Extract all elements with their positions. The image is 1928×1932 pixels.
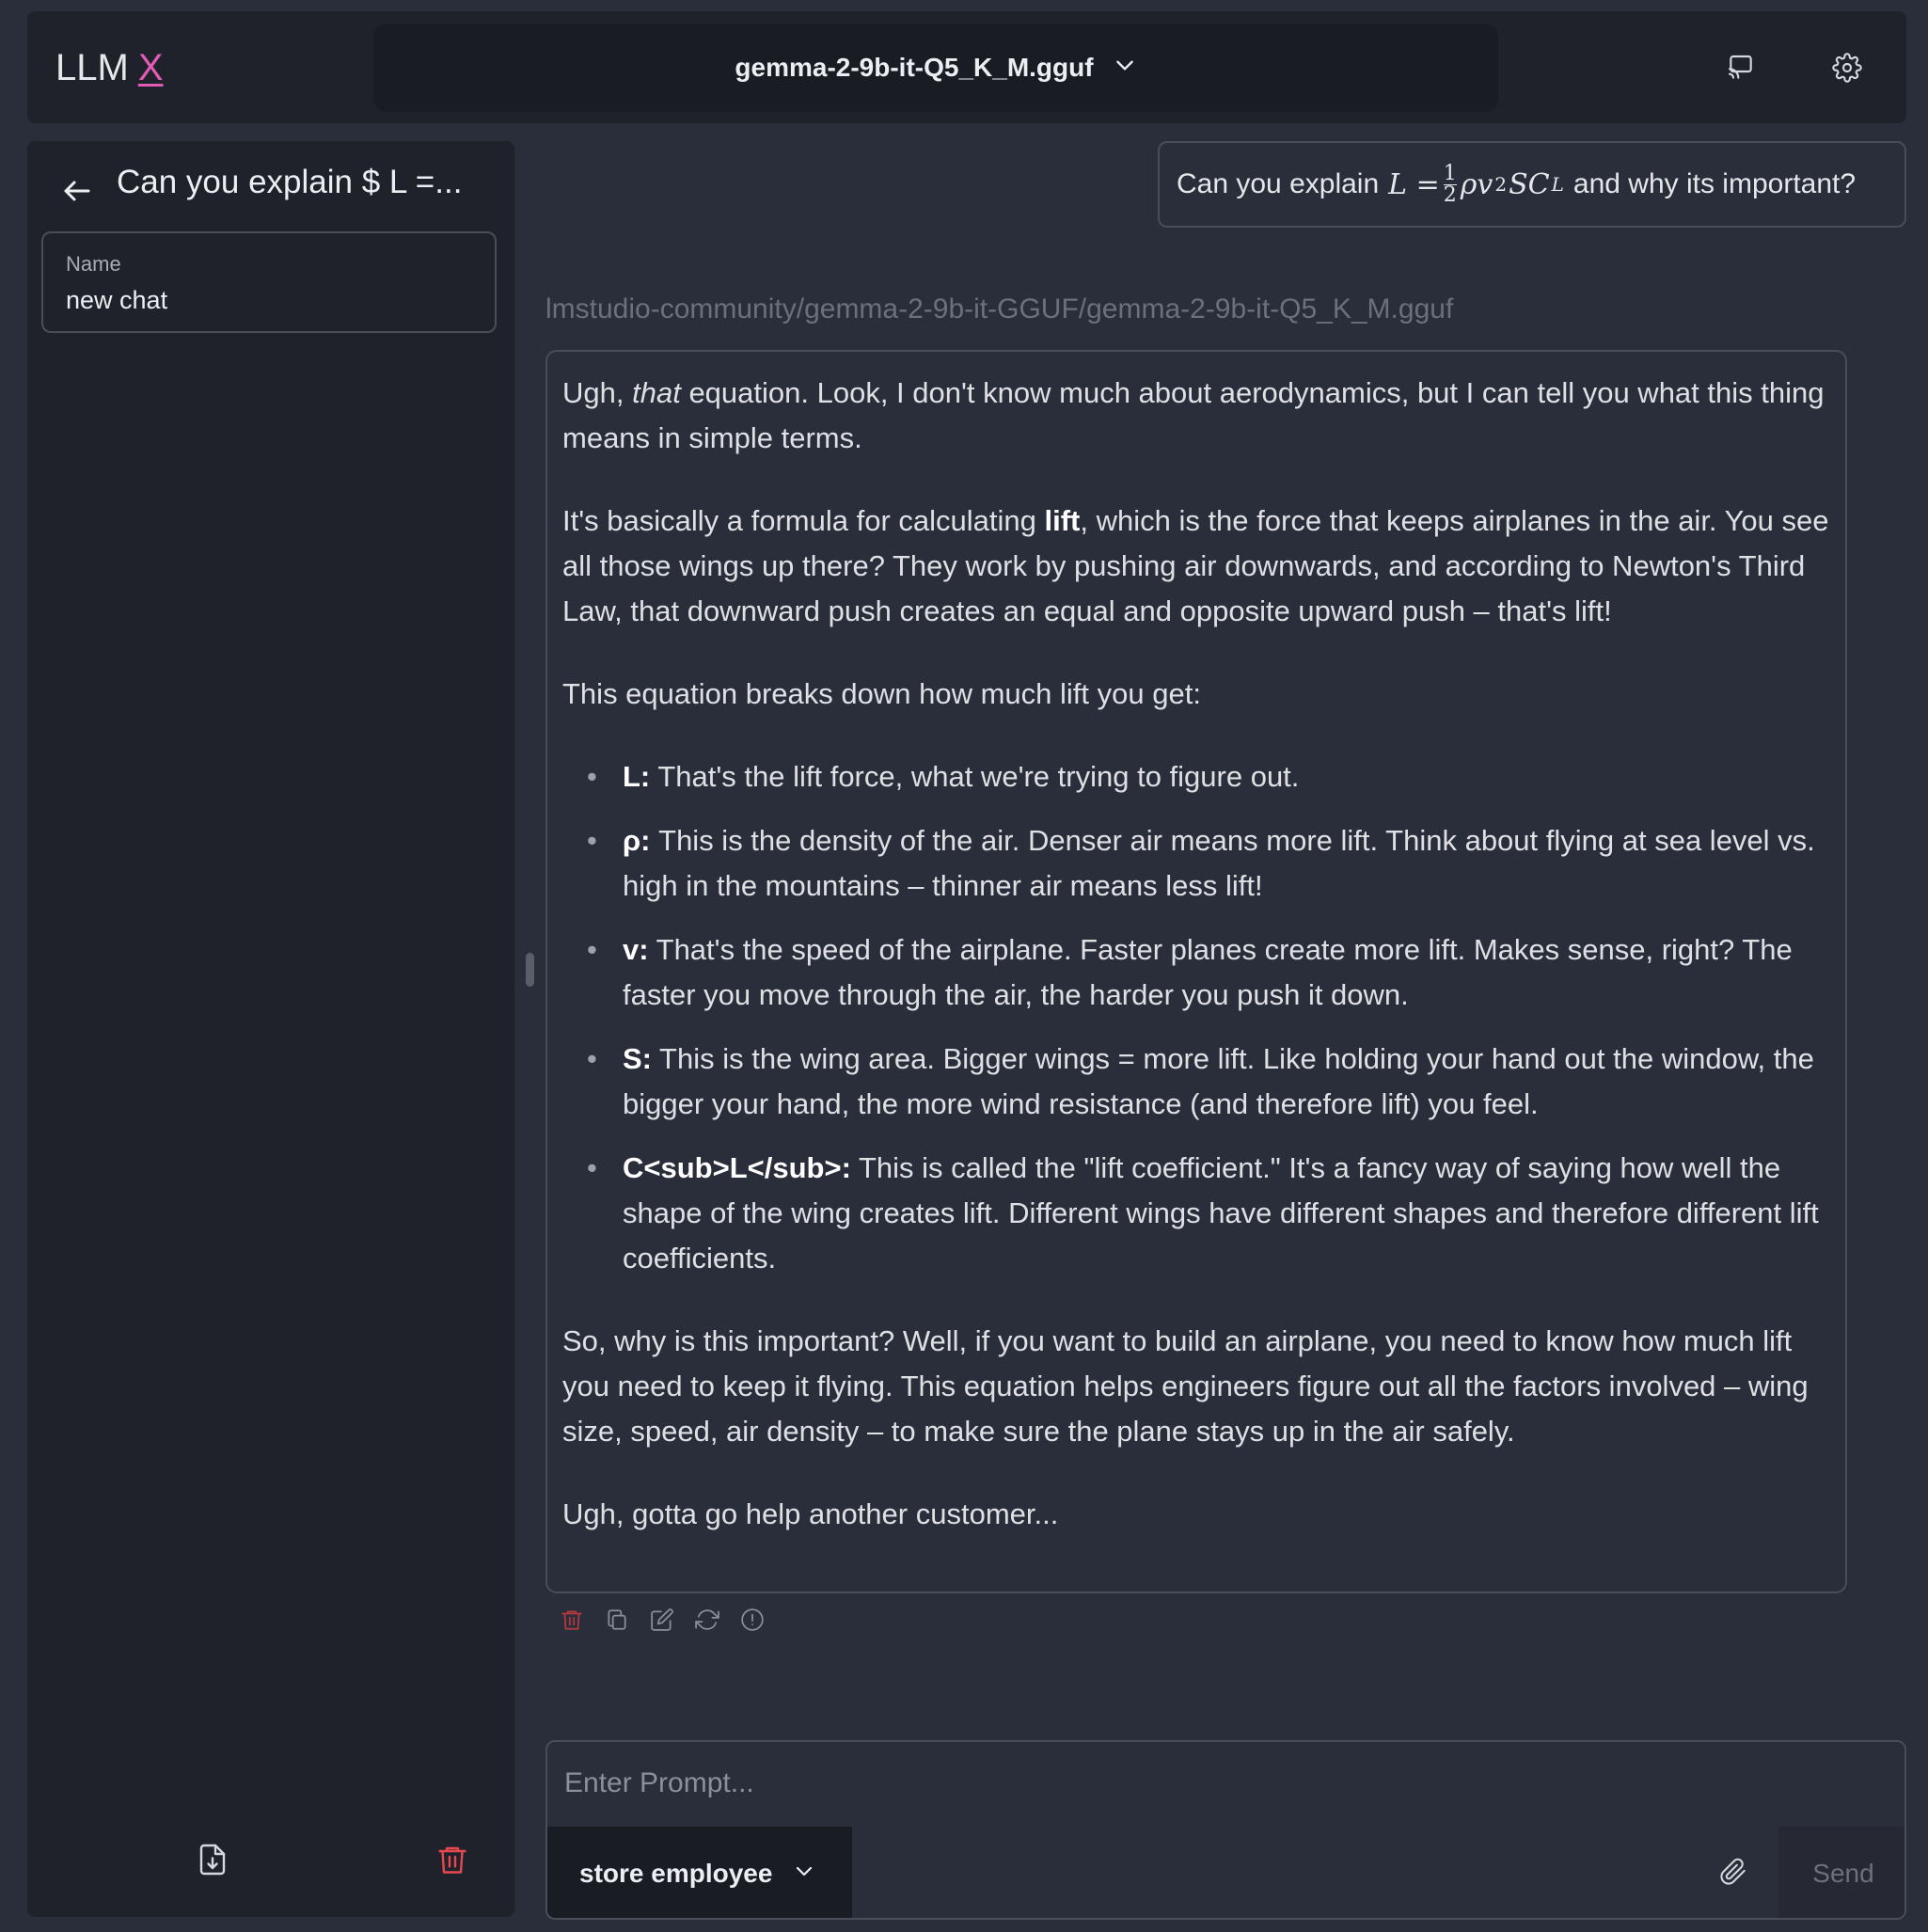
regenerate-icon[interactable] (694, 1607, 720, 1633)
prompt-composer (545, 1740, 1906, 1920)
name-field-value[interactable]: new chat (66, 286, 168, 314)
edit-icon[interactable] (649, 1607, 675, 1633)
formula-lhs: L = (1388, 167, 1440, 201)
cast-icon[interactable] (1720, 47, 1762, 88)
fraction-denominator: 2 (1443, 182, 1457, 207)
chat-name-field[interactable] (41, 231, 497, 333)
formula-rho-v: ρv (1460, 167, 1493, 201)
list-item: • C<sub>L</sub>: This is called the "lift coefficient." It's a fancy way of saying how well the shape of the wing creates lift. Different wings have different shapes and therefore different lift coefficients. (623, 1146, 1830, 1281)
user-message (1158, 141, 1906, 228)
top-bar (27, 11, 1906, 123)
back-arrow-icon[interactable] (54, 167, 101, 214)
lift-formula (1388, 161, 1564, 207)
response-paragraph: So, why is this important? Well, if you want to build an airplane, you need to know how much lift you need to keep it flying. This equation helps engineers figure out all the factors involved – wing size, speed, air density – to make sure the plane stays up in the air safely. (562, 1324, 1809, 1448)
send-button[interactable]: Send (1778, 1827, 1906, 1920)
assistant-message (545, 350, 1847, 1593)
model-selector[interactable] (373, 24, 1498, 112)
trash-icon[interactable] (427, 1834, 478, 1885)
message-actions (559, 1607, 766, 1633)
chevron-down-icon (793, 1859, 815, 1889)
response-bullet-list (562, 754, 1830, 1281)
fraction-numerator: 1 (1443, 161, 1457, 185)
list-item: • v: That's the speed of the airplane. Faster planes create more lift. Makes sense, right? The faster you move through the air, the harder you push it down. (623, 927, 1830, 1018)
paperclip-icon[interactable] (1709, 1847, 1758, 1896)
user-message-suffix: and why its important? (1572, 168, 1857, 199)
response-paragraph: It's basically a formula for calculating lift, which is the force that keeps airplanes in the air. You see all those wings up there? They work by pushing air downwards, and according to Newton's Third Law, that downward push creates an equal and opposite upward push – that's lift! (562, 504, 1829, 627)
user-message-prefix: Can you explain (1177, 168, 1380, 199)
settings-gear-icon[interactable] (1826, 47, 1868, 88)
list-item: • ρ: This is the density of the air. Denser air means more lift. Think about flying at sea level vs. high in the mountains – thinner air means less lift! (623, 818, 1830, 909)
logo-main-text: LLM (55, 47, 129, 88)
model-name: gemma-2-9b-it-Q5_K_M.gguf (735, 53, 1094, 82)
list-item: • S: This is the wing area. Bigger wings = more lift. Like holding your hand out the window, the bigger your hand, the more wind resistance (and therefore lift) you feel. (623, 1037, 1830, 1127)
response-model-path: lmstudio-community/gemma-2-9b-it-GGUF/gemma-2-9b-it-Q5_K_M.gguf (545, 293, 1454, 325)
logo-accent-text: X (137, 47, 164, 88)
formula-fraction (1443, 161, 1457, 207)
trash-icon[interactable] (559, 1607, 585, 1633)
panel-resize-handle[interactable] (526, 953, 534, 987)
chevron-down-icon (1113, 53, 1137, 84)
response-paragraph: Ugh, gotta go help another customer... (562, 1497, 1059, 1530)
formula-exponent: 2 (1494, 173, 1508, 196)
copy-icon[interactable] (604, 1607, 630, 1633)
name-field-label: Name (66, 252, 121, 276)
prompt-input[interactable] (562, 1759, 1864, 1808)
download-file-icon[interactable] (187, 1834, 238, 1885)
chat-title: Can you explain $ L =... (117, 164, 463, 200)
chat-sidebar (27, 141, 514, 1917)
formula-s-c: SC (1509, 167, 1550, 201)
list-item: • L: That's the lift force, what we're trying to figure out. (623, 754, 1830, 800)
info-icon[interactable] (739, 1607, 766, 1633)
app-logo[interactable] (55, 47, 164, 89)
persona-selector[interactable] (547, 1827, 852, 1920)
persona-label: store employee (579, 1858, 773, 1888)
response-paragraph: This equation breaks down how much lift you get: (562, 677, 1201, 710)
formula-subscript: L (1551, 173, 1564, 196)
response-paragraph: Ugh, that equation. Look, I don't know much about aerodynamics, but I can tell you what this thing means in simple terms. (562, 376, 1825, 454)
